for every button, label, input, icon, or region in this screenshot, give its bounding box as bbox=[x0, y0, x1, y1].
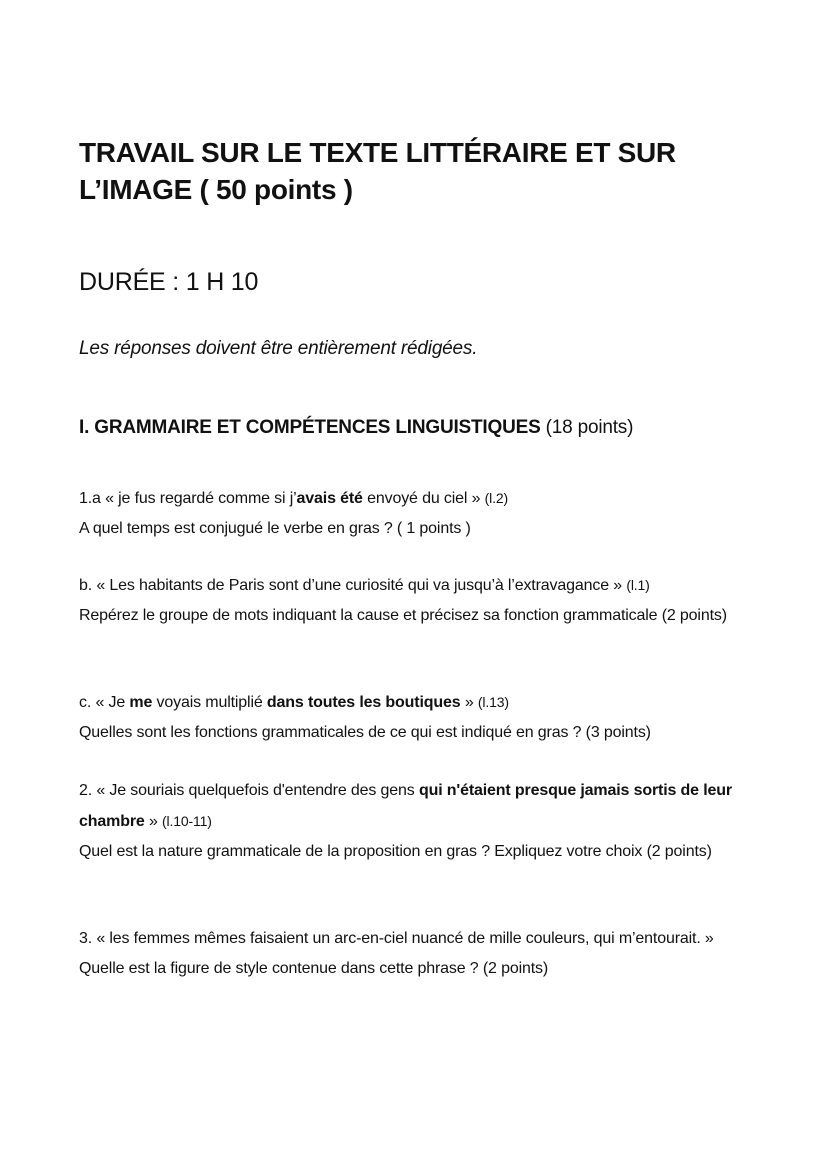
line-reference: (l.2) bbox=[484, 490, 508, 506]
question-quote bbox=[79, 687, 749, 718]
question-prompt: Quel est la nature grammaticale de la proposition en gras ? Expliquez votre choix (2 points) bbox=[79, 843, 712, 860]
quote-bold: me bbox=[129, 694, 153, 711]
question-prompt: A quel temps est conjugué le verbe en gras ? ( 1 points ) bbox=[79, 520, 471, 537]
question-prompt: Quelle est la figure de style contenue dans cette phrase ? (2 points) bbox=[79, 960, 549, 977]
question-1b bbox=[79, 570, 749, 631]
line-reference: (l.1) bbox=[626, 577, 650, 593]
instructions-text: Les réponses doivent être entièrement rédigées. bbox=[79, 338, 478, 359]
quote-text: envoyé du ciel » bbox=[362, 490, 485, 507]
quote-bold: qui n'étaient presque jamais sortis de leur chambre bbox=[79, 782, 732, 830]
question-quote bbox=[79, 570, 749, 601]
question-prompt: Repérez le groupe de mots indiquant la cause et précisez sa fonction grammaticale (2 points) bbox=[79, 607, 727, 624]
quote-text: 2. « Je souriais quelquefois d'entendre des gens bbox=[79, 782, 419, 799]
quote-text: » bbox=[460, 694, 478, 711]
quote-text: b. « Les habitants de Paris sont d’une curiosité qui va jusqu’à l’extravagance » bbox=[79, 577, 627, 594]
question-quote: 3. « les femmes mêmes faisaient un arc-en-ciel nuancé de mille couleurs, qui m’entourait. » bbox=[79, 930, 714, 947]
section-title: I. GRAMMAIRE ET COMPÉTENCES LINGUISTIQUES bbox=[79, 417, 541, 438]
quote-text: voyais multiplié bbox=[152, 694, 267, 711]
question-quote bbox=[79, 483, 749, 514]
quote-bold: dans toutes les boutiques bbox=[266, 694, 461, 711]
question-1a bbox=[79, 483, 749, 544]
quote-text: » bbox=[144, 813, 162, 830]
exam-duration: DURÉE : 1 H 10 bbox=[79, 268, 259, 296]
section-heading bbox=[79, 414, 633, 442]
line-reference: (l.13) bbox=[477, 694, 509, 710]
quote-text: 1.a « je fus regardé comme si j’ bbox=[79, 490, 297, 507]
page-title: TRAVAIL SUR LE TEXTE LITTÉRAIRE ET SUR L’IMAGE ( 50 points ) bbox=[79, 137, 676, 205]
question-2 bbox=[79, 776, 749, 867]
quote-bold: avais été bbox=[296, 490, 363, 507]
question-quote bbox=[79, 776, 749, 837]
question-3 bbox=[79, 924, 749, 984]
quote-text: c. « Je bbox=[79, 694, 130, 711]
section-points: (18 points) bbox=[545, 417, 634, 438]
question-prompt: Quelles sont les fonctions grammaticales de ce qui est indiqué en gras ? (3 points) bbox=[79, 724, 651, 741]
question-1c bbox=[79, 687, 749, 748]
line-reference: (l.10-11) bbox=[162, 813, 212, 829]
